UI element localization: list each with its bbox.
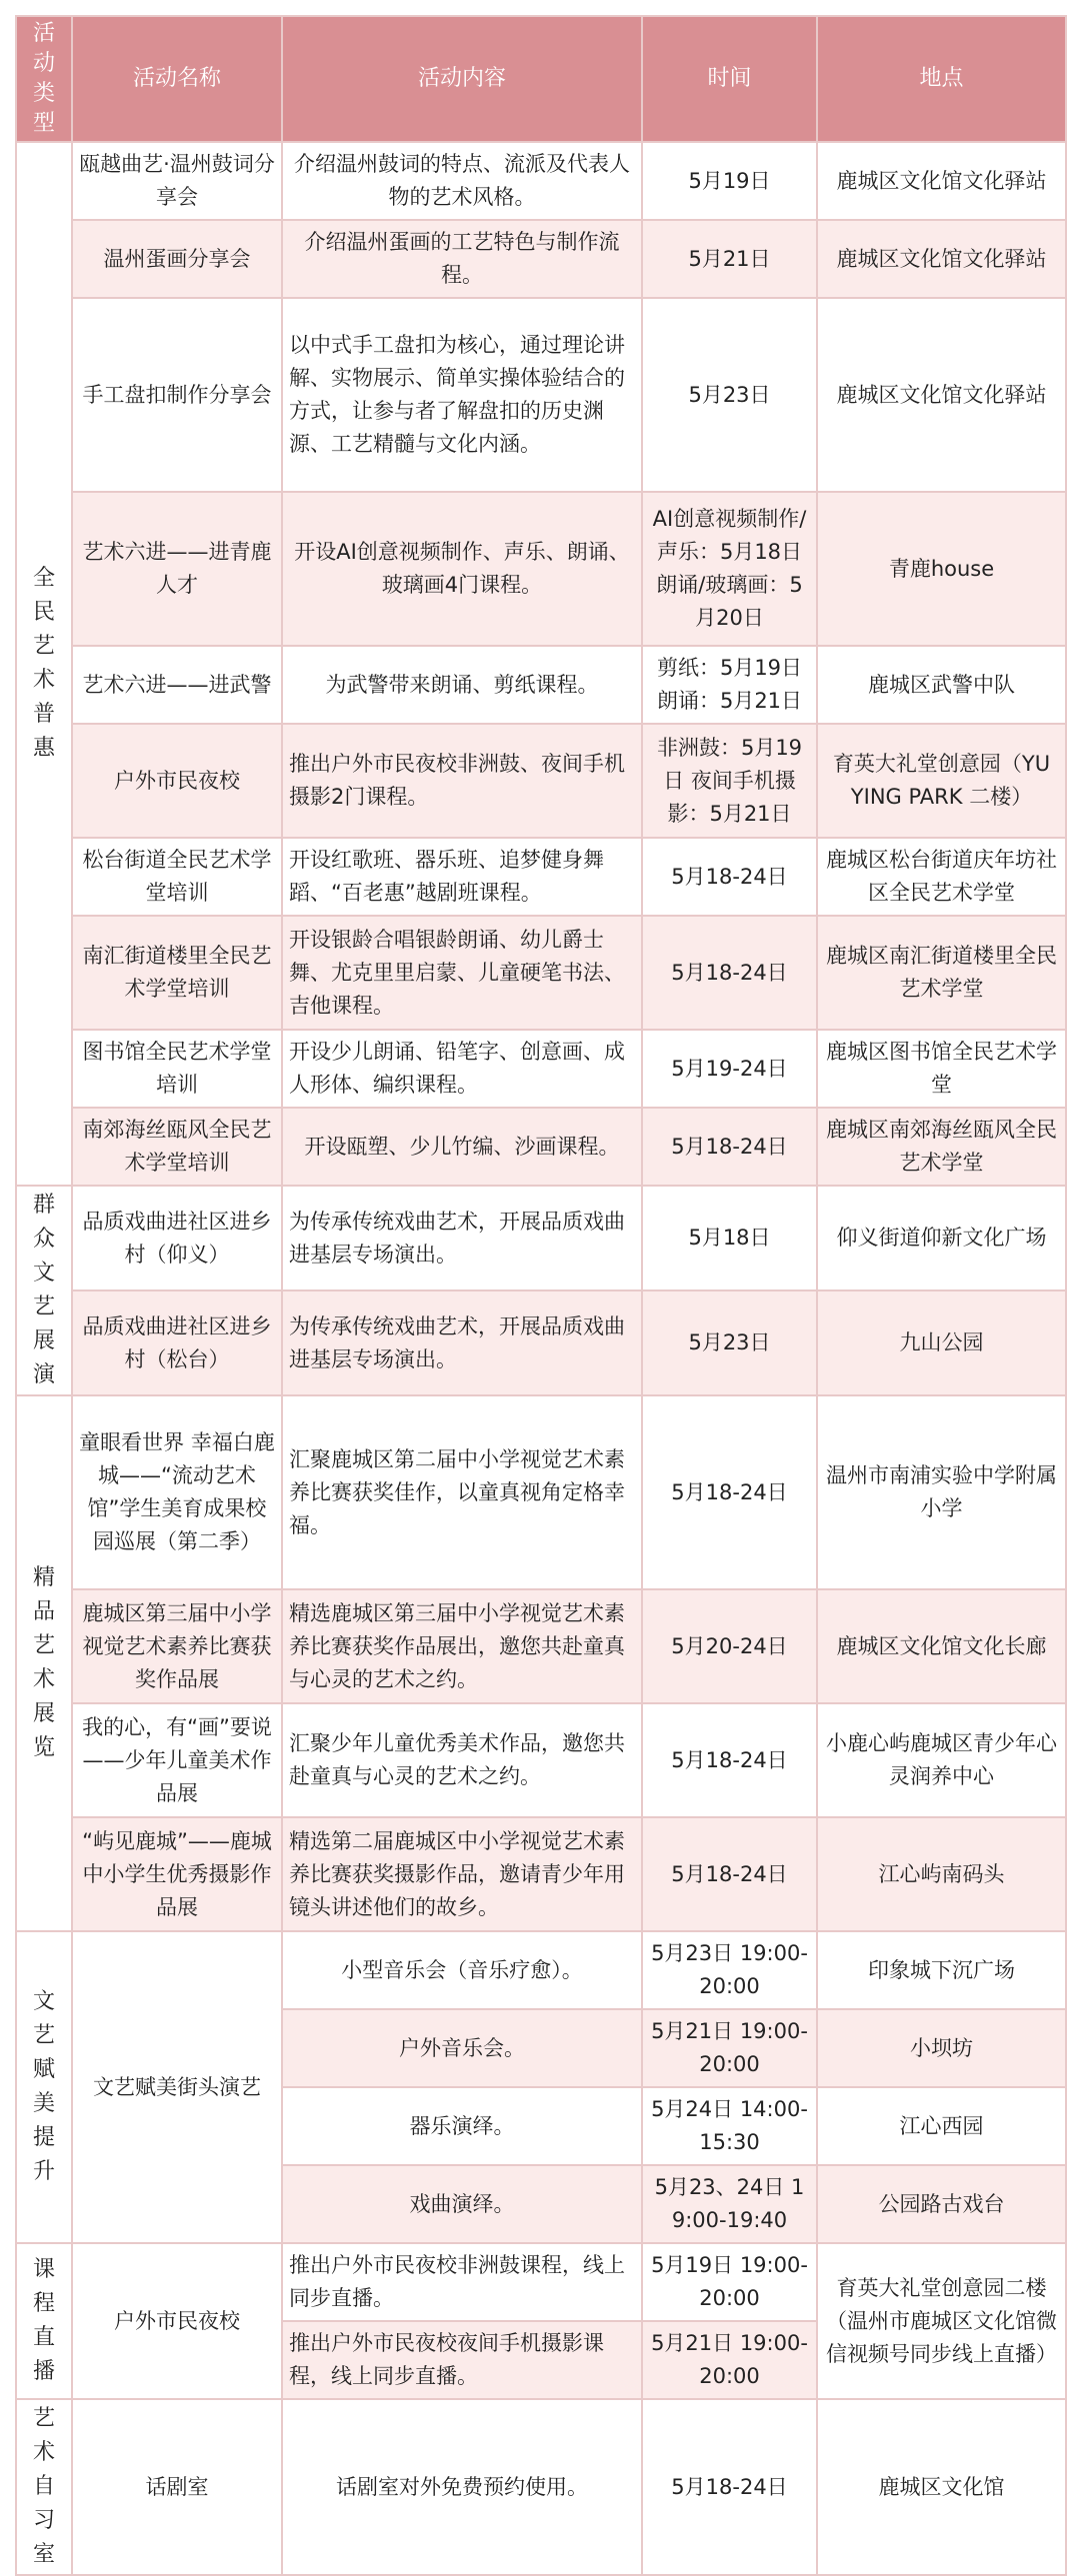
activity-content-cell: 开设AI创意视频制作、声乐、朗诵、玻璃画4门课程。 xyxy=(282,492,642,646)
activity-name-cell: 文艺赋美街头演艺 xyxy=(72,1931,282,2243)
table-row xyxy=(16,492,1066,646)
table-row xyxy=(16,1703,1066,1817)
table-row xyxy=(16,838,1066,916)
activity-place-cell: 九山公园 xyxy=(817,1290,1066,1395)
activity-place-cell: 鹿城区文化馆文化驿站 xyxy=(817,298,1066,492)
activity-content-cell: 为传承传统戏曲艺术，开展品质戏曲进基层专场演出。 xyxy=(282,1186,642,1290)
activity-type-cell: 全民艺术普惠 xyxy=(16,142,72,1186)
activity-place-cell: 印象城下沉广场 xyxy=(817,1931,1066,2009)
activity-place-cell: 公园路古戏台 xyxy=(817,2165,1066,2243)
activity-name-cell: 户外市民夜校 xyxy=(72,724,282,838)
activity-type-cell: 精品艺术展览 xyxy=(16,1395,72,1931)
header-time: 时间 xyxy=(642,16,817,142)
activity-time-cell: 5月20-24日 xyxy=(642,1589,817,1703)
table-row xyxy=(16,916,1066,1030)
activity-time-cell: 5月21日 xyxy=(642,220,817,298)
table-row xyxy=(16,1395,1066,1589)
header-content: 活动内容 xyxy=(282,16,642,142)
table-row xyxy=(16,646,1066,724)
activity-place-cell: 育英大礼堂创意园（YU YING PARK 二楼） xyxy=(817,724,1066,838)
activity-place-cell: 小坝坊 xyxy=(817,2009,1066,2087)
activity-place-cell: 鹿城区文化馆 xyxy=(817,2399,1066,2575)
activity-time-cell: 5月18-24日 xyxy=(642,916,817,1030)
activity-content-cell: 开设瓯塑、少儿竹编、沙画课程。 xyxy=(282,1108,642,1186)
activity-place-cell: 江心屿南码头 xyxy=(817,1817,1066,1931)
activity-place-cell: 鹿城区图书馆全民艺术学堂 xyxy=(817,1030,1066,1108)
activity-content-cell: 推出户外市民夜校夜间手机摄影课程，线上同步直播。 xyxy=(282,2321,642,2399)
table-row xyxy=(16,1186,1066,1290)
activity-type-cell: 文艺赋美提升 xyxy=(16,1931,72,2243)
activity-place-cell: 仰义街道仰新文化广场 xyxy=(817,1186,1066,1290)
table-row xyxy=(16,2399,1066,2575)
activity-time-cell: 5月19日 xyxy=(642,142,817,220)
activity-name-cell: “屿见鹿城”——鹿城中小学生优秀摄影作品展 xyxy=(72,1817,282,1931)
activity-name-cell: 品质戏曲进社区进乡村（仰义） xyxy=(72,1186,282,1290)
activity-time-cell: 5月18-24日 xyxy=(642,1108,817,1186)
activity-name-cell: 南汇街道楼里全民艺术学堂培训 xyxy=(72,916,282,1030)
activity-content-cell: 介绍温州蛋画的工艺特色与制作流程。 xyxy=(282,220,642,298)
activity-name-cell: 户外市民夜校 xyxy=(72,2243,282,2399)
activity-schedule-table xyxy=(15,15,1067,2576)
activity-name-cell: 温州蛋画分享会 xyxy=(72,220,282,298)
header-type: 活动类型 xyxy=(16,16,72,142)
activity-time-cell: 5月18-24日 xyxy=(642,1703,817,1817)
activity-name-cell: 瓯越曲艺·温州鼓词分享会 xyxy=(72,142,282,220)
activity-content-cell: 户外音乐会。 xyxy=(282,2009,642,2087)
activity-place-cell: 鹿城区南郊海丝瓯风全民艺术学堂 xyxy=(817,1108,1066,1186)
activity-content-cell: 为武警带来朗诵、剪纸课程。 xyxy=(282,646,642,724)
activity-content-cell: 为传承传统戏曲艺术，开展品质戏曲进基层专场演出。 xyxy=(282,1290,642,1395)
activity-time-cell: 5月21日 19:00-20:00 xyxy=(642,2321,817,2399)
table-row xyxy=(16,1108,1066,1186)
activity-place-cell: 鹿城区武警中队 xyxy=(817,646,1066,724)
activity-type-cell: 课程直播 xyxy=(16,2243,72,2399)
activity-time-cell: 5月21日 19:00-20:00 xyxy=(642,2009,817,2087)
table-header-row xyxy=(16,16,1066,142)
activity-time-cell: 5月23、24日 19:00-19:40 xyxy=(642,2165,817,2243)
activity-time-cell: 剪纸：5月19日 朗诵：5月21日 xyxy=(642,646,817,724)
activity-content-cell: 开设红歌班、器乐班、追梦健身舞蹈、“百老惠”越剧班课程。 xyxy=(282,838,642,916)
activity-content-cell: 以中式手工盘扣为核心，通过理论讲解、实物展示、简单实操体验结合的方式，让参与者了解盘扣的历史渊源、工艺精髓与文化内涵。 xyxy=(282,298,642,492)
activity-place-cell: 育英大礼堂创意园二楼（温州市鹿城区文化馆微信视频号同步线上直播） xyxy=(817,2243,1066,2399)
activity-name-cell: 图书馆全民艺术学堂培训 xyxy=(72,1030,282,1108)
activity-time-cell: 5月23日 xyxy=(642,1290,817,1395)
activity-name-cell: 松台街道全民艺术学堂培训 xyxy=(72,838,282,916)
activity-name-cell: 话剧室 xyxy=(72,2399,282,2575)
activity-content-cell: 介绍温州鼓词的特点、流派及代表人物的艺术风格。 xyxy=(282,142,642,220)
activity-content-cell: 戏曲演绎。 xyxy=(282,2165,642,2243)
activity-place-cell: 温州市南浦实验中学附属小学 xyxy=(817,1395,1066,1589)
activity-name-cell: 艺术六进——进青鹿人才 xyxy=(72,492,282,646)
activity-content-cell: 小型音乐会（音乐疗愈）。 xyxy=(282,1931,642,2009)
table-row xyxy=(16,1030,1066,1108)
activity-time-cell: 5月18-24日 xyxy=(642,838,817,916)
activity-time-cell: 5月19-24日 xyxy=(642,1030,817,1108)
table-row xyxy=(16,298,1066,492)
activity-content-cell: 推出户外市民夜校非洲鼓、夜间手机摄影2门课程。 xyxy=(282,724,642,838)
activity-place-cell: 鹿城区文化馆文化驿站 xyxy=(817,220,1066,298)
header-name: 活动名称 xyxy=(72,16,282,142)
activity-time-cell: 5月18-24日 xyxy=(642,2399,817,2575)
activity-name-cell: 品质戏曲进社区进乡村（松台） xyxy=(72,1290,282,1395)
activity-table-container xyxy=(15,15,1065,2576)
table-row xyxy=(16,220,1066,298)
activity-content-cell: 开设少儿朗诵、铅笔字、创意画、成人形体、编织课程。 xyxy=(282,1030,642,1108)
table-row xyxy=(16,1817,1066,1931)
activity-time-cell: 5月24日 14:00-15:30 xyxy=(642,2087,817,2165)
activity-time-cell: 5月18日 xyxy=(642,1186,817,1290)
activity-time-cell: AI创意视频制作/声乐：5月18日 朗诵/玻璃画：5月20日 xyxy=(642,492,817,646)
activity-place-cell: 鹿城区文化馆文化长廊 xyxy=(817,1589,1066,1703)
activity-time-cell: 5月18-24日 xyxy=(642,1395,817,1589)
activity-content-cell: 汇聚少年儿童优秀美术作品，邀您共赴童真与心灵的艺术之约。 xyxy=(282,1703,642,1817)
activity-time-cell: 5月18-24日 xyxy=(642,1817,817,1931)
activity-content-cell: 精选鹿城区第三届中小学视觉艺术素养比赛获奖作品展出，邀您共赴童真与心灵的艺术之约。 xyxy=(282,1589,642,1703)
activity-type-cell: 群众文艺展演 xyxy=(16,1186,72,1395)
activity-time-cell: 5月23日 xyxy=(642,298,817,492)
activity-content-cell: 精选第二届鹿城区中小学视觉艺术素养比赛获奖摄影作品，邀请青少年用镜头讲述他们的故乡。 xyxy=(282,1817,642,1931)
table-row xyxy=(16,1290,1066,1395)
activity-content-cell: 推出户外市民夜校非洲鼓课程，线上同步直播。 xyxy=(282,2243,642,2321)
table-row xyxy=(16,1931,1066,2009)
activity-content-cell: 话剧室对外免费预约使用。 xyxy=(282,2399,642,2575)
table-row xyxy=(16,142,1066,220)
activity-place-cell: 鹿城区南汇街道楼里全民艺术学堂 xyxy=(817,916,1066,1030)
activity-name-cell: 童眼看世界 幸福白鹿城——“流动艺术馆”学生美育成果校园巡展（第二季） xyxy=(72,1395,282,1589)
header-place: 地点 xyxy=(817,16,1066,142)
activity-place-cell: 江心西园 xyxy=(817,2087,1066,2165)
table-row xyxy=(16,724,1066,838)
activity-time-cell: 非洲鼓：5月19日 夜间手机摄影：5月21日 xyxy=(642,724,817,838)
activity-place-cell: 鹿城区文化馆文化驿站 xyxy=(817,142,1066,220)
activity-content-cell: 汇聚鹿城区第二届中小学视觉艺术素养比赛获奖佳作，以童真视角定格幸福。 xyxy=(282,1395,642,1589)
activity-name-cell: 我的心，有“画”要说——少年儿童美术作品展 xyxy=(72,1703,282,1817)
activity-place-cell: 小鹿心屿鹿城区青少年心灵润养中心 xyxy=(817,1703,1066,1817)
activity-content-cell: 器乐演绎。 xyxy=(282,2087,642,2165)
table-row xyxy=(16,2243,1066,2321)
activity-time-cell: 5月23日 19:00-20:00 xyxy=(642,1931,817,2009)
activity-name-cell: 艺术六进——进武警 xyxy=(72,646,282,724)
activity-type-cell: 艺术自习室 xyxy=(16,2399,72,2575)
activity-time-cell: 5月19日 19:00-20:00 xyxy=(642,2243,817,2321)
activity-place-cell: 青鹿house xyxy=(817,492,1066,646)
activity-name-cell: 南郊海丝瓯风全民艺术学堂培训 xyxy=(72,1108,282,1186)
activity-content-cell: 开设银龄合唱银龄朗诵、幼儿爵士舞、尤克里里启蒙、儿童硬笔书法、吉他课程。 xyxy=(282,916,642,1030)
activity-name-cell: 手工盘扣制作分享会 xyxy=(72,298,282,492)
table-row xyxy=(16,1589,1066,1703)
activity-name-cell: 鹿城区第三届中小学视觉艺术素养比赛获奖作品展 xyxy=(72,1589,282,1703)
activity-place-cell: 鹿城区松台街道庆年坊社区全民艺术学堂 xyxy=(817,838,1066,916)
